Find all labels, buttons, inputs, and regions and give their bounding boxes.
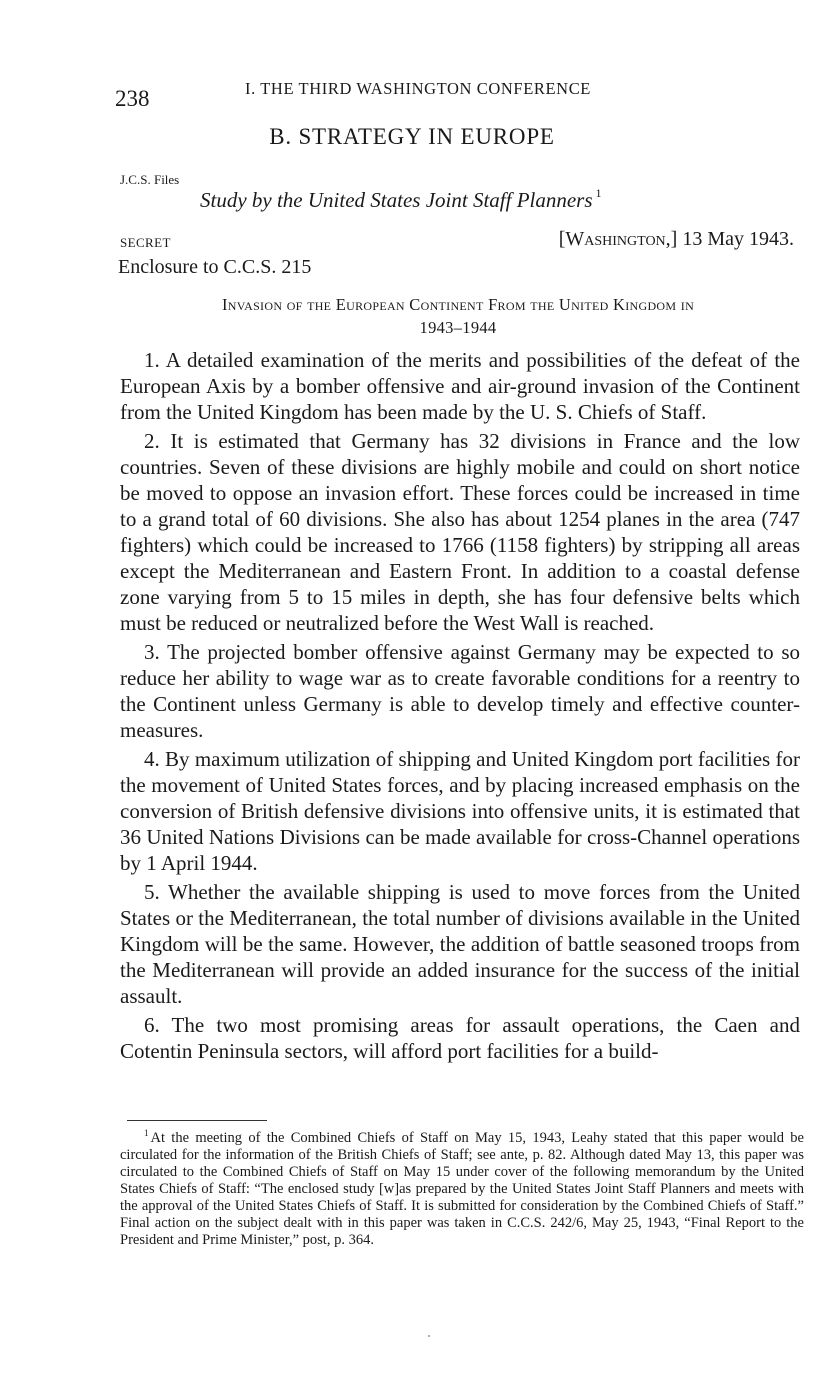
section-title: B. STRATEGY IN EUROPE <box>269 124 555 149</box>
enclosure-label: Enclosure to C.C.S. 215 <box>118 256 312 278</box>
place-date <box>559 228 794 251</box>
footnote-paragraph <box>120 1125 804 1249</box>
document-title-text: Study by the United States Joint Staff Planners <box>200 188 593 212</box>
body-text <box>120 347 800 1067</box>
paragraph-5: 5. Whether the available shipping is used to move forces from the United States or the Mediterranean, the total number of divisions available in the United Kingdom will be the same. However, the addition of battle seasoned troops from the Mediterranean will provide an added insurance for the success of the initial assault. <box>120 880 800 1008</box>
document-title <box>200 188 602 213</box>
classification-label: SECRET <box>120 235 171 250</box>
place: [Washington,] <box>558 228 678 250</box>
footnote-marker: 1 <box>144 1128 149 1138</box>
document-heading-line-1: Invasion of the European Continent From the United Kingdom in <box>221 295 695 314</box>
paragraph-4: 4. By maximum utilization of shipping and United Kingdom port facilities for the movement of United States forces, and by placing increased emphasis on the conversion of British defensive divisions into offensive units, it is estimated that 36 United Nations Divisions can be made available for cross-Channel operations by 1 April 1944. <box>120 747 800 875</box>
footnote-reference: 1 <box>595 186 602 200</box>
paragraph-2: 2. It is estimated that Germany has 32 divisions in France and the low countries. Seven of these divisions are highly mobile and could on short notice be moved to oppose an invasion effort. These forces could be increased in time to a grand total of 60 divisions. She also has about 1254 planes in the area (747 fighters) which could be increased to 1766 (1158 fighters) by stripping all areas except the Mediterranean and Eastern Front. In addition to a coastal defense zone varying from 5 to 15 miles in depth, she has four defensive belts which must be reduced or neutralized before the West Wall is reached. <box>120 429 800 635</box>
footnote <box>120 1125 804 1249</box>
document-heading <box>118 293 798 339</box>
footnote-divider <box>127 1120 267 1121</box>
running-head: I. THE THIRD WASHINGTON CONFERENCE <box>245 79 591 98</box>
date: 13 May 1943. <box>682 228 794 250</box>
paragraph-1: 1. A detailed examination of the merits and possibilities of the defeat of the European Axis by a bomber offensive and air-ground invasion of the Continent from the United Kingdom has been made by the U. S. Chiefs of Staff. <box>120 348 800 424</box>
page-number: 238 <box>115 86 150 111</box>
paragraph-6: 6. The two most promising areas for assault operations, the Caen and Cotentin Peninsula sectors, will afford port facilities for a build- <box>120 1013 800 1063</box>
document-heading-line-2: 1943–1944 <box>419 318 497 337</box>
paragraph-3: 3. The projected bomber offensive against Germany may be expected to so reduce her ability to wage war as to create favorable conditions for a reentry to the Continent unless Germany is able to develop timely and effective counter-measures. <box>120 640 800 742</box>
source-label: J.C.S. Files <box>120 172 180 187</box>
footnote-text: At the meeting of the Combined Chiefs of Staff on May 15, 1943, Leahy stated that this paper would be circulated for the information of the British Chiefs of Staff; see ante, p. 82. Although dated May 13, this paper was circulated to the Combined Chiefs of Staff on May 15 under cover of the following memorandum by the United States Chiefs of Staff: “The enclosed study [w]as prepared by the United States Joint Staff Planners and meets with the approval of the United States Chiefs of Staff. It is submitted for consideration by the Combined Chiefs of Staff.” Final action on the subject dealt with in this paper was taken in C.C.S. 242/6, May 25, 1943, “Final Report to the President and Prime Minister,” post, p. 364. <box>120 1129 804 1248</box>
scan-speck <box>428 1335 430 1337</box>
